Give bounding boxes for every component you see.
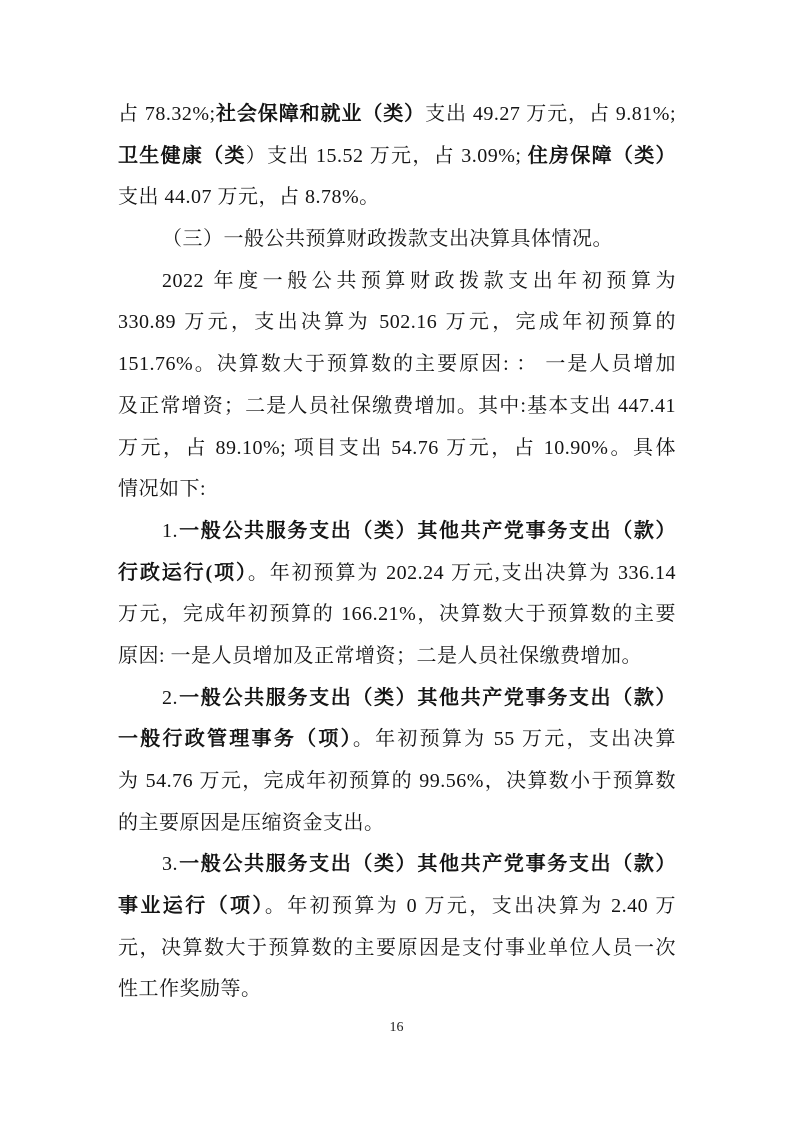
text-line — [118, 344, 676, 386]
text-line — [118, 719, 676, 761]
page-footer — [0, 1018, 793, 1038]
text-line — [118, 844, 676, 886]
body-text: 万元，完成年初预算的 166.21%，决算数大于预算数的主要 — [118, 603, 676, 626]
body-text: 。年初预算为 0 万元，支出决算为 2.40 万 — [264, 895, 676, 918]
body-text: 。年初预算为 202.24 万元,支出决算为 336.14 — [247, 561, 676, 584]
body-text: 占 78.32%; — [118, 103, 216, 125]
text-line — [118, 302, 676, 344]
emphasis-text: 社会保障和就业（类） — [215, 103, 426, 125]
body-text: 151.76%。决算数大于预算数的主要原因: ： 一是人员增加 — [118, 353, 676, 376]
body-text: （三）一般公共预算财政拨款支出决算具体情况。 — [162, 228, 613, 251]
text-line — [118, 803, 676, 845]
text-line — [118, 594, 676, 636]
body-text: 性工作奖励等。 — [118, 978, 262, 1001]
emphasis-text: 一般公共服务支出（类）其他共产党事务支出（款） — [178, 853, 676, 876]
body-text: 支出 49.27 万元，占 9.81%; — [425, 103, 676, 125]
text-line — [118, 386, 676, 428]
text-line — [118, 177, 676, 219]
text-line — [118, 928, 676, 970]
text-line — [118, 136, 676, 178]
emphasis-text: 一般行政管理事务（项） — [118, 728, 353, 751]
text-line — [118, 94, 676, 136]
text-line — [118, 761, 676, 803]
body-text: ）支出 15.52 万元，占 3.09%; — [245, 144, 528, 167]
emphasis-text: 卫生健康（类 — [118, 144, 246, 167]
body-text: 为 54.76 万元，完成年初预算的 99.56%，决算数小于预算数 — [118, 770, 676, 792]
text-line — [118, 469, 676, 511]
body-text: 及正常增资；二是人员社保缴费增加。其中:基本支出 447.41 — [118, 394, 676, 417]
text-line — [118, 511, 676, 553]
body-text: 原因: 一是人员增加及正常增资；二是人员社保缴费增加。 — [118, 644, 643, 667]
body-text: 情况如下: — [118, 478, 207, 501]
body-text: 1. — [162, 519, 178, 542]
emphasis-text: 住房保障（类） — [527, 144, 676, 167]
body-text: 330.89 万元，支出决算为 502.16 万元，完成年初预算的 — [118, 311, 676, 334]
text-line — [118, 886, 676, 928]
emphasis-text: 一般公共服务支出（类）其他共产党事务支出（款） — [178, 686, 676, 709]
body-text: 元，决算数大于预算数的主要原因是支付事业单位人员一次 — [118, 936, 676, 959]
text-line — [118, 969, 676, 1011]
body-text: 支出 44.07 万元，占 8.78%。 — [118, 186, 380, 209]
text-line — [118, 219, 676, 261]
page-number: 16 — [389, 1020, 404, 1035]
body-text: 2022 年度一般公共预算财政拨款支出年初预算为 — [162, 269, 676, 292]
text-line — [118, 553, 676, 595]
emphasis-text: 一般公共服务支出（类）其他共产党事务支出（款） — [178, 519, 676, 542]
emphasis-text: 行政运行(项） — [118, 561, 248, 584]
body-text: 。年初预算为 55 万元，支出决算 — [352, 728, 676, 751]
emphasis-text: 事业运行（项） — [118, 895, 265, 918]
document-lines — [118, 94, 676, 1011]
body-text: 3. — [162, 853, 178, 876]
text-line — [118, 261, 676, 303]
body-text: 的主要原因是压缩资金支出。 — [118, 811, 385, 834]
text-line — [118, 428, 676, 470]
text-line — [118, 636, 676, 678]
body-text: 2. — [162, 686, 178, 709]
text-line — [118, 678, 676, 720]
body-text: 万元，占 89.10%; 项目支出 54.76 万元，占 10.90%。具体 — [118, 436, 676, 459]
